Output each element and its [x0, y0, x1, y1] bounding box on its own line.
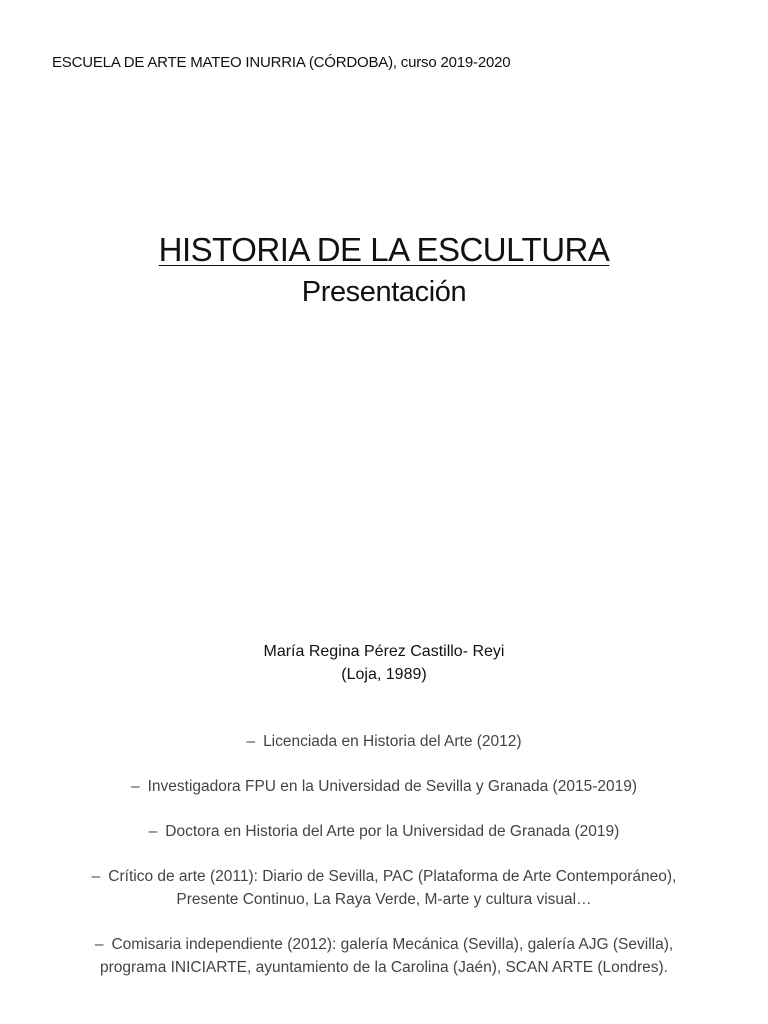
bullet-dash: –	[130, 778, 140, 795]
cv-item-line	[60, 775, 708, 798]
cv-item-doctorate	[0, 820, 768, 843]
author-name: María Regina Pérez Castillo- Reyi	[263, 643, 505, 660]
bullet-dash: –	[148, 823, 158, 840]
bullet-dash: –	[91, 868, 101, 885]
cv-item-text-continued: programa INICIARTE, ayuntamiento de la Carolina (Jaén), SCAN ARTE (Londres).	[99, 959, 668, 976]
cv-item-degree	[0, 730, 768, 753]
cv-item-text: Licenciada en Historia del Arte (2012)	[263, 733, 522, 750]
cv-list	[0, 730, 768, 1001]
cv-item-text: Comisaria independiente (2012): galería Mecánica (Sevilla), galería AJG (Sevilla),	[111, 936, 674, 953]
cv-item-line	[60, 865, 708, 888]
cv-item-line	[60, 820, 708, 843]
document-subtitle: Presentación	[301, 276, 467, 308]
cv-item-text: Doctora en Historia del Arte por la Universidad de Granada (2019)	[165, 823, 620, 840]
cv-item-text: Investigadora FPU en la Universidad de Sevilla y Granada (2015-2019)	[147, 778, 637, 795]
cv-item-text: Crítico de arte (2011): Diario de Sevilla, PAC (Plataforma de Arte Contemporáneo),	[108, 868, 677, 885]
bullet-dash: –	[246, 733, 256, 750]
cv-item-researcher	[0, 775, 768, 798]
author-block	[0, 640, 768, 686]
cv-item-line	[60, 730, 708, 753]
cv-item-line	[60, 933, 708, 956]
document-title: HISTORIA DE LA ESCULTURA	[158, 231, 610, 268]
institution-header: ESCUELA DE ARTE MATEO INURRIA (CÓRDOBA), curso 2019-2020	[52, 54, 511, 71]
author-origin: (Loja, 1989)	[341, 666, 427, 683]
cv-item-critic	[0, 865, 768, 911]
cv-item-text-continued: Presente Continuo, La Raya Verde, M-arte y cultura visual…	[176, 891, 592, 908]
cv-item-curator	[0, 933, 768, 979]
bullet-dash: –	[94, 936, 104, 953]
title-block	[0, 228, 768, 312]
